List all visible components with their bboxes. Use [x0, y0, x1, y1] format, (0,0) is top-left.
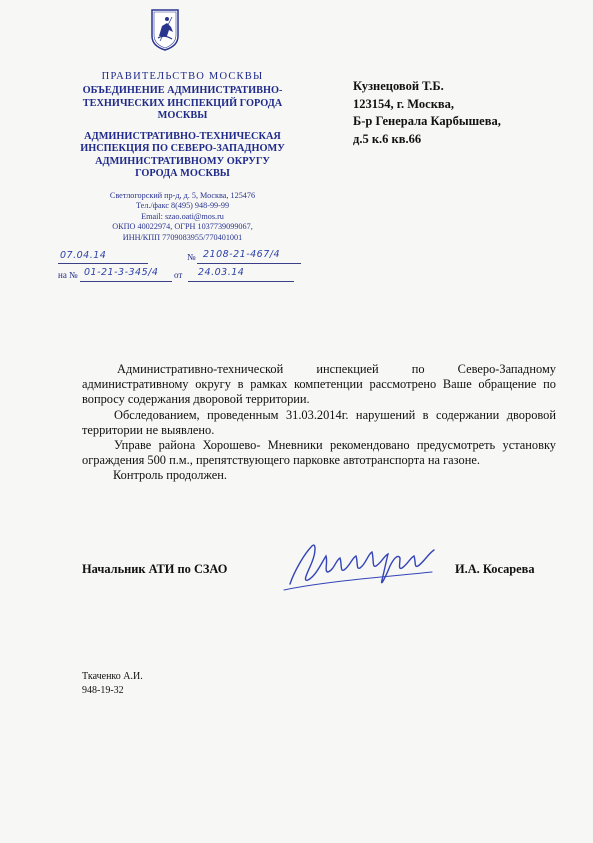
paragraph-2: Обследованием, проведенным 31.03.2014г. нарушений в содержании дворовой территории не выявлено. [82, 407, 556, 437]
organization-main-name: ОБЪЕДИНЕНИЕ АДМИНИСТРАТИВНО- ТЕХНИЧЕСКИХ ИНСПЕКЦИЙ ГОРОДА МОСКВЫ [82, 85, 283, 121]
paragraph-4: Контроль продолжен. [113, 468, 228, 483]
signatory-title: Начальник АТИ по СЗАО [82, 562, 228, 576]
executor-info [82, 670, 143, 697]
letter-body [82, 362, 556, 484]
registration-date: 07.04.14 [60, 250, 107, 261]
reference-prefix: на № [58, 270, 78, 280]
addressee: Кузнецовой Т.Б. 123154, г. Москва, Б-р Генерала Карбышева, д.5 к.6 кв.66 [353, 79, 501, 146]
reference-number: 01-21-3-345/4 [84, 267, 159, 278]
moscow-coat-of-arms-icon [150, 8, 180, 52]
government-name: ПРАВИТЕЛЬСТВО МОСКВЫ [101, 71, 264, 82]
executor-phone: 948-19-32 [82, 684, 124, 696]
reference-date: 24.03.14 [198, 267, 245, 278]
inspection-name: АДМИНИСТРАТИВНО-ТЕХНИЧЕСКАЯ ИНСПЕКЦИЯ ПО СЕВЕРО-ЗАПАДНОМУ АДМИНИСТРАТИВНОМУ ОКРУГУ ГОРОДА МОСКВЫ [80, 130, 285, 179]
contact-details: Светлогорский пр-д, д. 5, Москва, 125476 Тел./факс 8(495) 948-99-99 Email: szao.oati@mos.ru ОКПО 40022974, ОГРН 1037739099067, ИНН/КПП 7709083955/770401001 [109, 190, 256, 242]
registration-number: 2108-21-467/4 [203, 249, 280, 260]
executor-name: Ткаченко А.И. [82, 671, 143, 682]
organization-header [70, 70, 295, 243]
signatory-name: И.А. Косарева [455, 562, 535, 576]
reference-from: от [174, 270, 183, 280]
paragraph-3: Управе района Хорошево- Мневники рекомендовано предусмотреть установку ограждения 500 п.м., препятствующего парковке автотранспорта на газоне. [82, 438, 556, 468]
handwritten-signature [282, 532, 442, 602]
paragraph-1: Административно-технической инспекцией по Северо-Западному административному округу в рамках компетенции рассмотрено Ваше обращение по вопросу содержания дворовой территории. [82, 362, 556, 407]
number-sign: № [187, 252, 196, 262]
